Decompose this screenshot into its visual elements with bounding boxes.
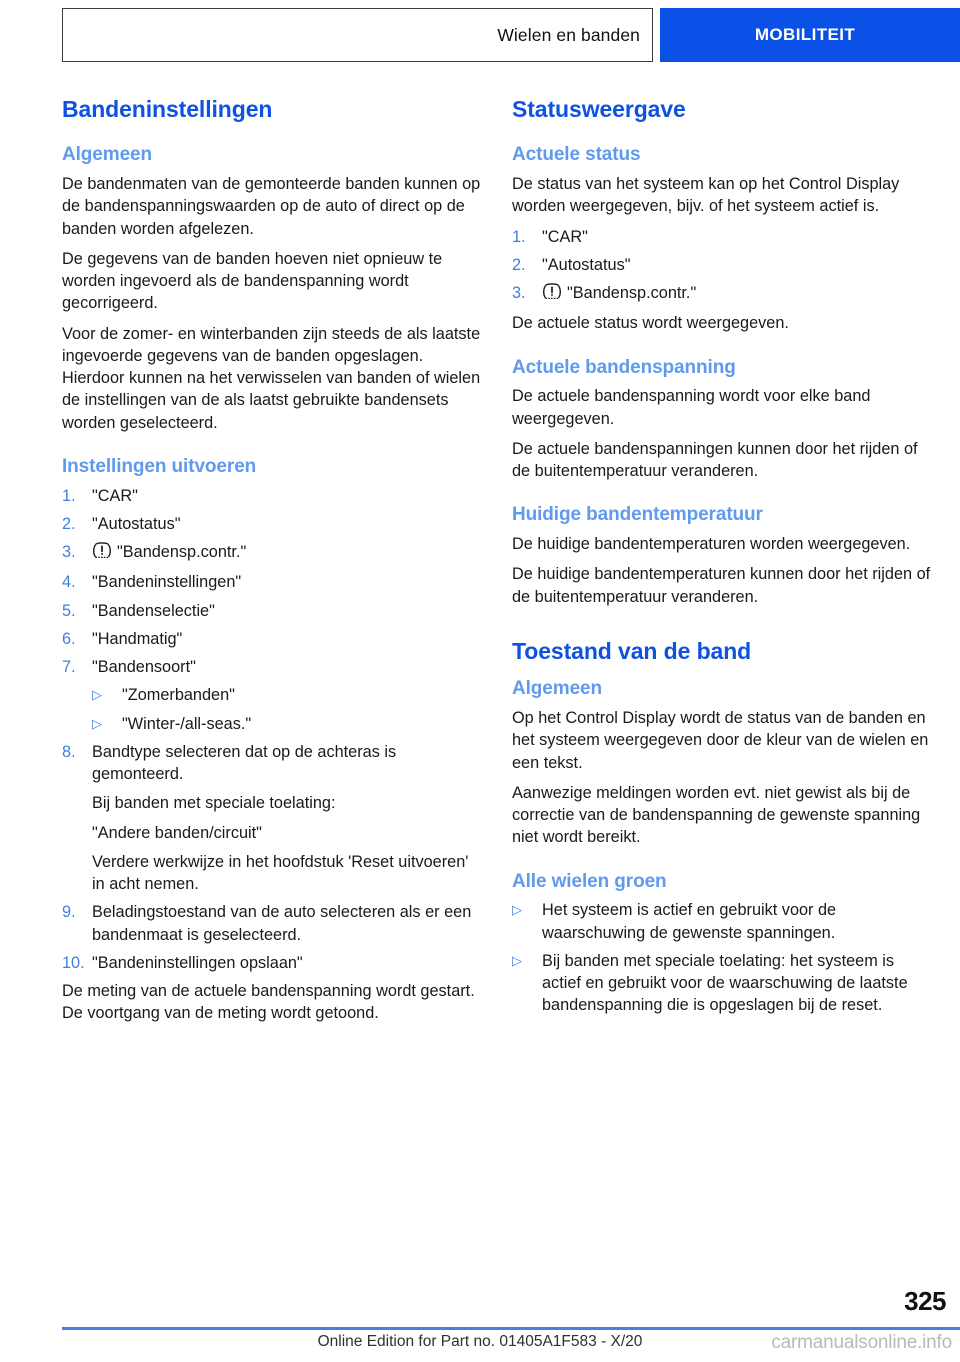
bullet-text: "Zomerbanden" — [122, 686, 235, 705]
heading-actuele-status: Actuele status — [512, 144, 641, 166]
paragraph: Voor de zomer- en winterbanden zijn steeds de als laatste ingevoerde gegevens van de banden opgeslagen. Hierdoor kunnen na het verwisselen van banden of wielen de instellingen van de als laatst gebruikte bandensets worden geselecteerd. — [62, 324, 481, 432]
step-number: 10. — [62, 953, 85, 972]
triangle-bullet-icon: ▷ — [92, 687, 102, 703]
heading-instellingen-uitvoeren: Instellingen uitvoeren — [62, 455, 257, 477]
paragraph: De actuele bandenspanningen kunnen door het rijden of de buitentemperatuur veranderen. — [512, 439, 918, 481]
step-number: 2. — [62, 514, 76, 533]
list-item — [62, 713, 482, 735]
status-step-list — [512, 226, 932, 307]
step-text: "Bandensoort" — [92, 658, 196, 677]
step-number: 9. — [62, 903, 76, 922]
step-number: 2. — [512, 255, 526, 274]
paragraph: De bandenmaten van de gemonteerde banden kunnen op de bandenspanningswaarden op de auto of direct op de banden worden afgelezen. — [62, 175, 481, 238]
paragraph: De actuele bandenspanning wordt voor elke band weergegeven. — [512, 387, 871, 428]
step-number: 3. — [62, 543, 76, 562]
step-text: "CAR" — [92, 486, 138, 505]
list-item — [62, 901, 482, 945]
page-title-statusweergave: Statusweergave — [512, 96, 686, 122]
page-number: 325 — [904, 1286, 946, 1316]
step-text: "Handmatig" — [92, 629, 183, 648]
list-item — [62, 571, 482, 593]
footer-edition-note: Online Edition for Part no. 01405A1F583 - X/20 — [317, 1333, 643, 1350]
list-item — [62, 600, 482, 622]
list-item — [512, 950, 932, 1017]
list-item — [512, 282, 932, 306]
breadcrumb-label: Wielen en banden — [497, 24, 640, 45]
step-text: Beladingstoestand van de auto selecteren als er een bandenmaat is geselecteerd. — [92, 903, 472, 944]
left-column — [62, 96, 482, 1025]
breadcrumb — [62, 8, 653, 62]
step-text-with-icon — [92, 541, 482, 565]
heading-algemeen-left: Algemeen — [62, 144, 153, 166]
watermark: carmanualsonline.info — [771, 1332, 952, 1353]
right-column — [512, 96, 932, 1022]
step-number: 8. — [62, 742, 76, 761]
list-item — [62, 485, 482, 507]
list-item — [62, 952, 482, 974]
section-tab-mobiliteit — [660, 8, 960, 62]
step-text: "CAR" — [542, 227, 588, 246]
heading-huidige-bandentemperatuur: Huidige bandentemperatuur — [512, 504, 763, 526]
step-text-with-icon — [542, 282, 932, 306]
page-header — [62, 8, 960, 62]
step-text: "Bandenselectie" — [92, 601, 215, 620]
paragraph: De meting van de actuele bandenspanning wordt gestart. De voortgang van de meting wordt getoond. — [62, 982, 475, 1023]
bullet-text: Het systeem is actief en gebruikt voor de waarschuwing de gewenste spanningen. — [542, 901, 837, 942]
step-number: 1. — [62, 486, 76, 505]
tyre-pressure-warning-icon — [92, 542, 112, 565]
list-item — [62, 541, 482, 565]
step-text: "Autostatus" — [92, 514, 181, 533]
triangle-bullet-icon: ▷ — [512, 952, 522, 968]
all-green-bullet-list — [512, 899, 932, 1016]
step-subparagraph: Bij banden met speciale toelating: — [92, 794, 336, 813]
paragraph: Op het Control Display wordt de status van de banden en het systeem weergegeven door de kleur van de wielen en een tekst. — [512, 709, 929, 772]
footer-rule — [62, 1327, 960, 1330]
paragraph: De huidige bandentemperaturen worden weergegeven. — [512, 535, 911, 554]
header-divider — [653, 8, 660, 62]
step-subparagraph: "Andere banden/circuit" — [92, 823, 262, 842]
section-tab-label: MOBILITEIT — [754, 25, 856, 44]
step-subparagraph: Verdere werkwijze in het hoofdstuk 'Reset uitvoeren' in acht nemen. — [92, 852, 469, 894]
step-text: "Autostatus" — [542, 255, 631, 274]
paragraph: De huidige bandentemperaturen kunnen door het rijden of de buitentemperatuur veranderen. — [512, 565, 931, 606]
step-number: 3. — [512, 284, 526, 303]
page-title-toestand-van-de-band: Toestand van de band — [512, 637, 752, 664]
list-item — [62, 628, 482, 650]
heading-actuele-bandenspanning: Actuele bandenspanning — [512, 356, 736, 378]
step-number: 6. — [62, 629, 76, 648]
list-item — [512, 226, 932, 248]
step-text: Bandtype selecteren dat op de achteras is gemonteerd. — [92, 742, 397, 784]
triangle-bullet-icon: ▷ — [512, 902, 522, 918]
paragraph: Aanwezige meldingen worden evt. niet gewist als bij de correctie van de bandenspanning de gewenste spanning niet wordt bereikt. — [512, 783, 921, 847]
step-number: 7. — [62, 658, 76, 677]
paragraph: De actuele status wordt weergegeven. — [512, 314, 789, 333]
list-item — [512, 899, 932, 943]
paragraph: De status van het systeem kan op het Control Display worden weergegeven, bijv. of het systeem actief is. — [512, 175, 900, 216]
bullet-text: Bij banden met speciale toelating: het systeem is actief en gebruikt voor de waarschuwing de laatste bandenspanning die is opgeslagen bij de reset. — [542, 951, 908, 1015]
heading-alle-wielen-groen: Alle wielen groen — [512, 870, 667, 892]
paragraph: De gegevens van de banden hoeven niet opnieuw te worden ingevoerd als de bandenspanning wordt gecorrigeerd. — [62, 249, 443, 313]
step-body — [92, 741, 482, 895]
step-text: "Bandeninstellingen" — [92, 573, 242, 592]
step-number: 1. — [512, 227, 526, 246]
step-text: "Bandensp.contr." — [117, 543, 247, 562]
list-item — [62, 656, 482, 678]
bullet-text: "Winter-/all-seas." — [122, 714, 252, 733]
list-item — [62, 513, 482, 535]
page-title-bandeninstellingen: Bandeninstellingen — [62, 96, 273, 122]
step-number: 4. — [62, 573, 76, 592]
triangle-bullet-icon: ▷ — [92, 715, 102, 731]
tyre-pressure-warning-icon — [542, 283, 562, 306]
step-text: "Bandeninstellingen opslaan" — [92, 953, 303, 972]
step-number: 5. — [62, 601, 76, 620]
list-item — [62, 741, 482, 895]
heading-algemeen-right: Algemeen — [512, 678, 603, 700]
list-item — [62, 684, 482, 706]
procedure-step-list — [62, 485, 482, 974]
step-text: "Bandensp.contr." — [567, 284, 697, 303]
list-item — [512, 254, 932, 276]
